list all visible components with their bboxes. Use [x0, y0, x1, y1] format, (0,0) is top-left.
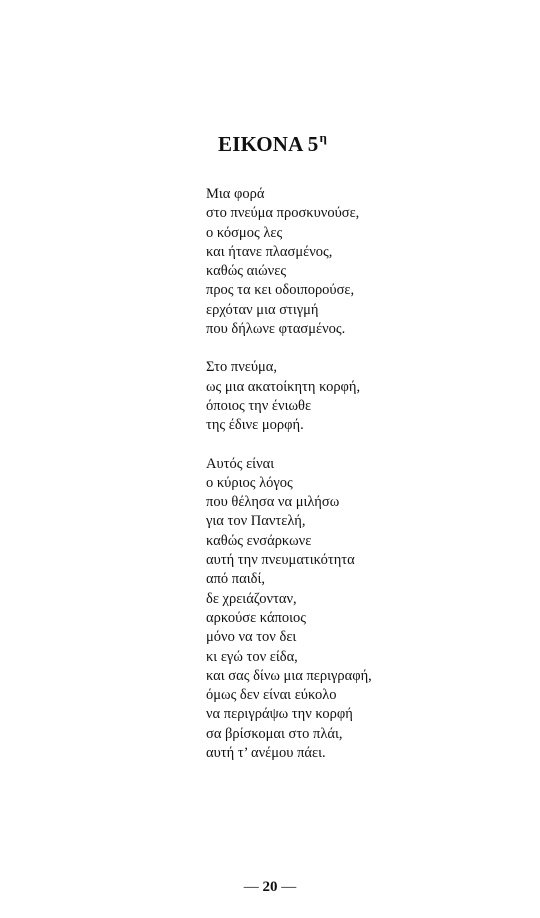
page-title — [218, 130, 327, 161]
poem-body — [206, 185, 506, 782]
poem-line: να περιγράψω την κορφή — [206, 706, 353, 723]
stanza-3 — [206, 455, 506, 764]
poem-line: σα βρίσκομαι στο πλάι, — [206, 725, 343, 742]
poem-line: για τον Παντελή, — [206, 513, 306, 530]
poem-line: στο πνεύμα προσκυνούσε, — [206, 205, 360, 222]
stanza-2 — [206, 358, 506, 435]
footer-dash-left: — — [243, 879, 259, 895]
poem-line: κι εγώ τον είδα, — [206, 648, 298, 665]
poem-line: όμως δεν είναι εύκολο — [206, 687, 337, 704]
poem-line: μόνο να τον δει — [206, 629, 297, 646]
poem-line: της έδινε μορφή. — [206, 417, 304, 434]
poem-line: Στο πνεύμα, — [206, 359, 278, 376]
poem-line: που δήλωνε φτασμένος. — [206, 321, 346, 338]
title-text: ΕΙΚΟΝΑ 5 — [218, 132, 319, 156]
poem-line: αυτή την πνευματικότητα — [206, 552, 355, 569]
poem-line: καθώς αιώνες — [206, 263, 287, 280]
poem-line: προς τα κει οδοιπορούσε, — [206, 282, 355, 299]
poem-line: που θέλησα να μιλήσω — [206, 494, 340, 511]
poem-line: από παιδί, — [206, 571, 265, 588]
page-number: 20 — [262, 879, 278, 895]
poem-line: Αυτός είναι — [206, 455, 275, 472]
page-footer — [0, 877, 540, 897]
poem-line: και ήτανε πλασμένος, — [206, 243, 333, 260]
poem-line: ο κόσμος λες — [206, 224, 283, 241]
poem-line: δε χρειάζονταν, — [206, 590, 297, 607]
poem-line: αυτή τ’ ανέμου πάει. — [206, 745, 326, 762]
footer-dash-right: — — [281, 879, 297, 895]
poem-line: καθώς ενσάρκωνε — [206, 532, 312, 549]
poem-line: και σας δίνω μια περιγραφή, — [206, 667, 372, 684]
poem-line: ερχόταν μια στιγμή — [206, 301, 319, 318]
poem-line: Μια φορά — [206, 186, 265, 202]
poem-line: ως μια ακατοίκητη κορφή, — [206, 378, 361, 395]
title-superscript: η — [319, 130, 328, 145]
poem-line: ο κύριος λόγος — [206, 474, 293, 491]
stanza-1 — [206, 185, 506, 339]
poem-line: αρκούσε κάποιος — [206, 609, 307, 626]
poem-line: όποιος την ένιωθε — [206, 397, 312, 414]
